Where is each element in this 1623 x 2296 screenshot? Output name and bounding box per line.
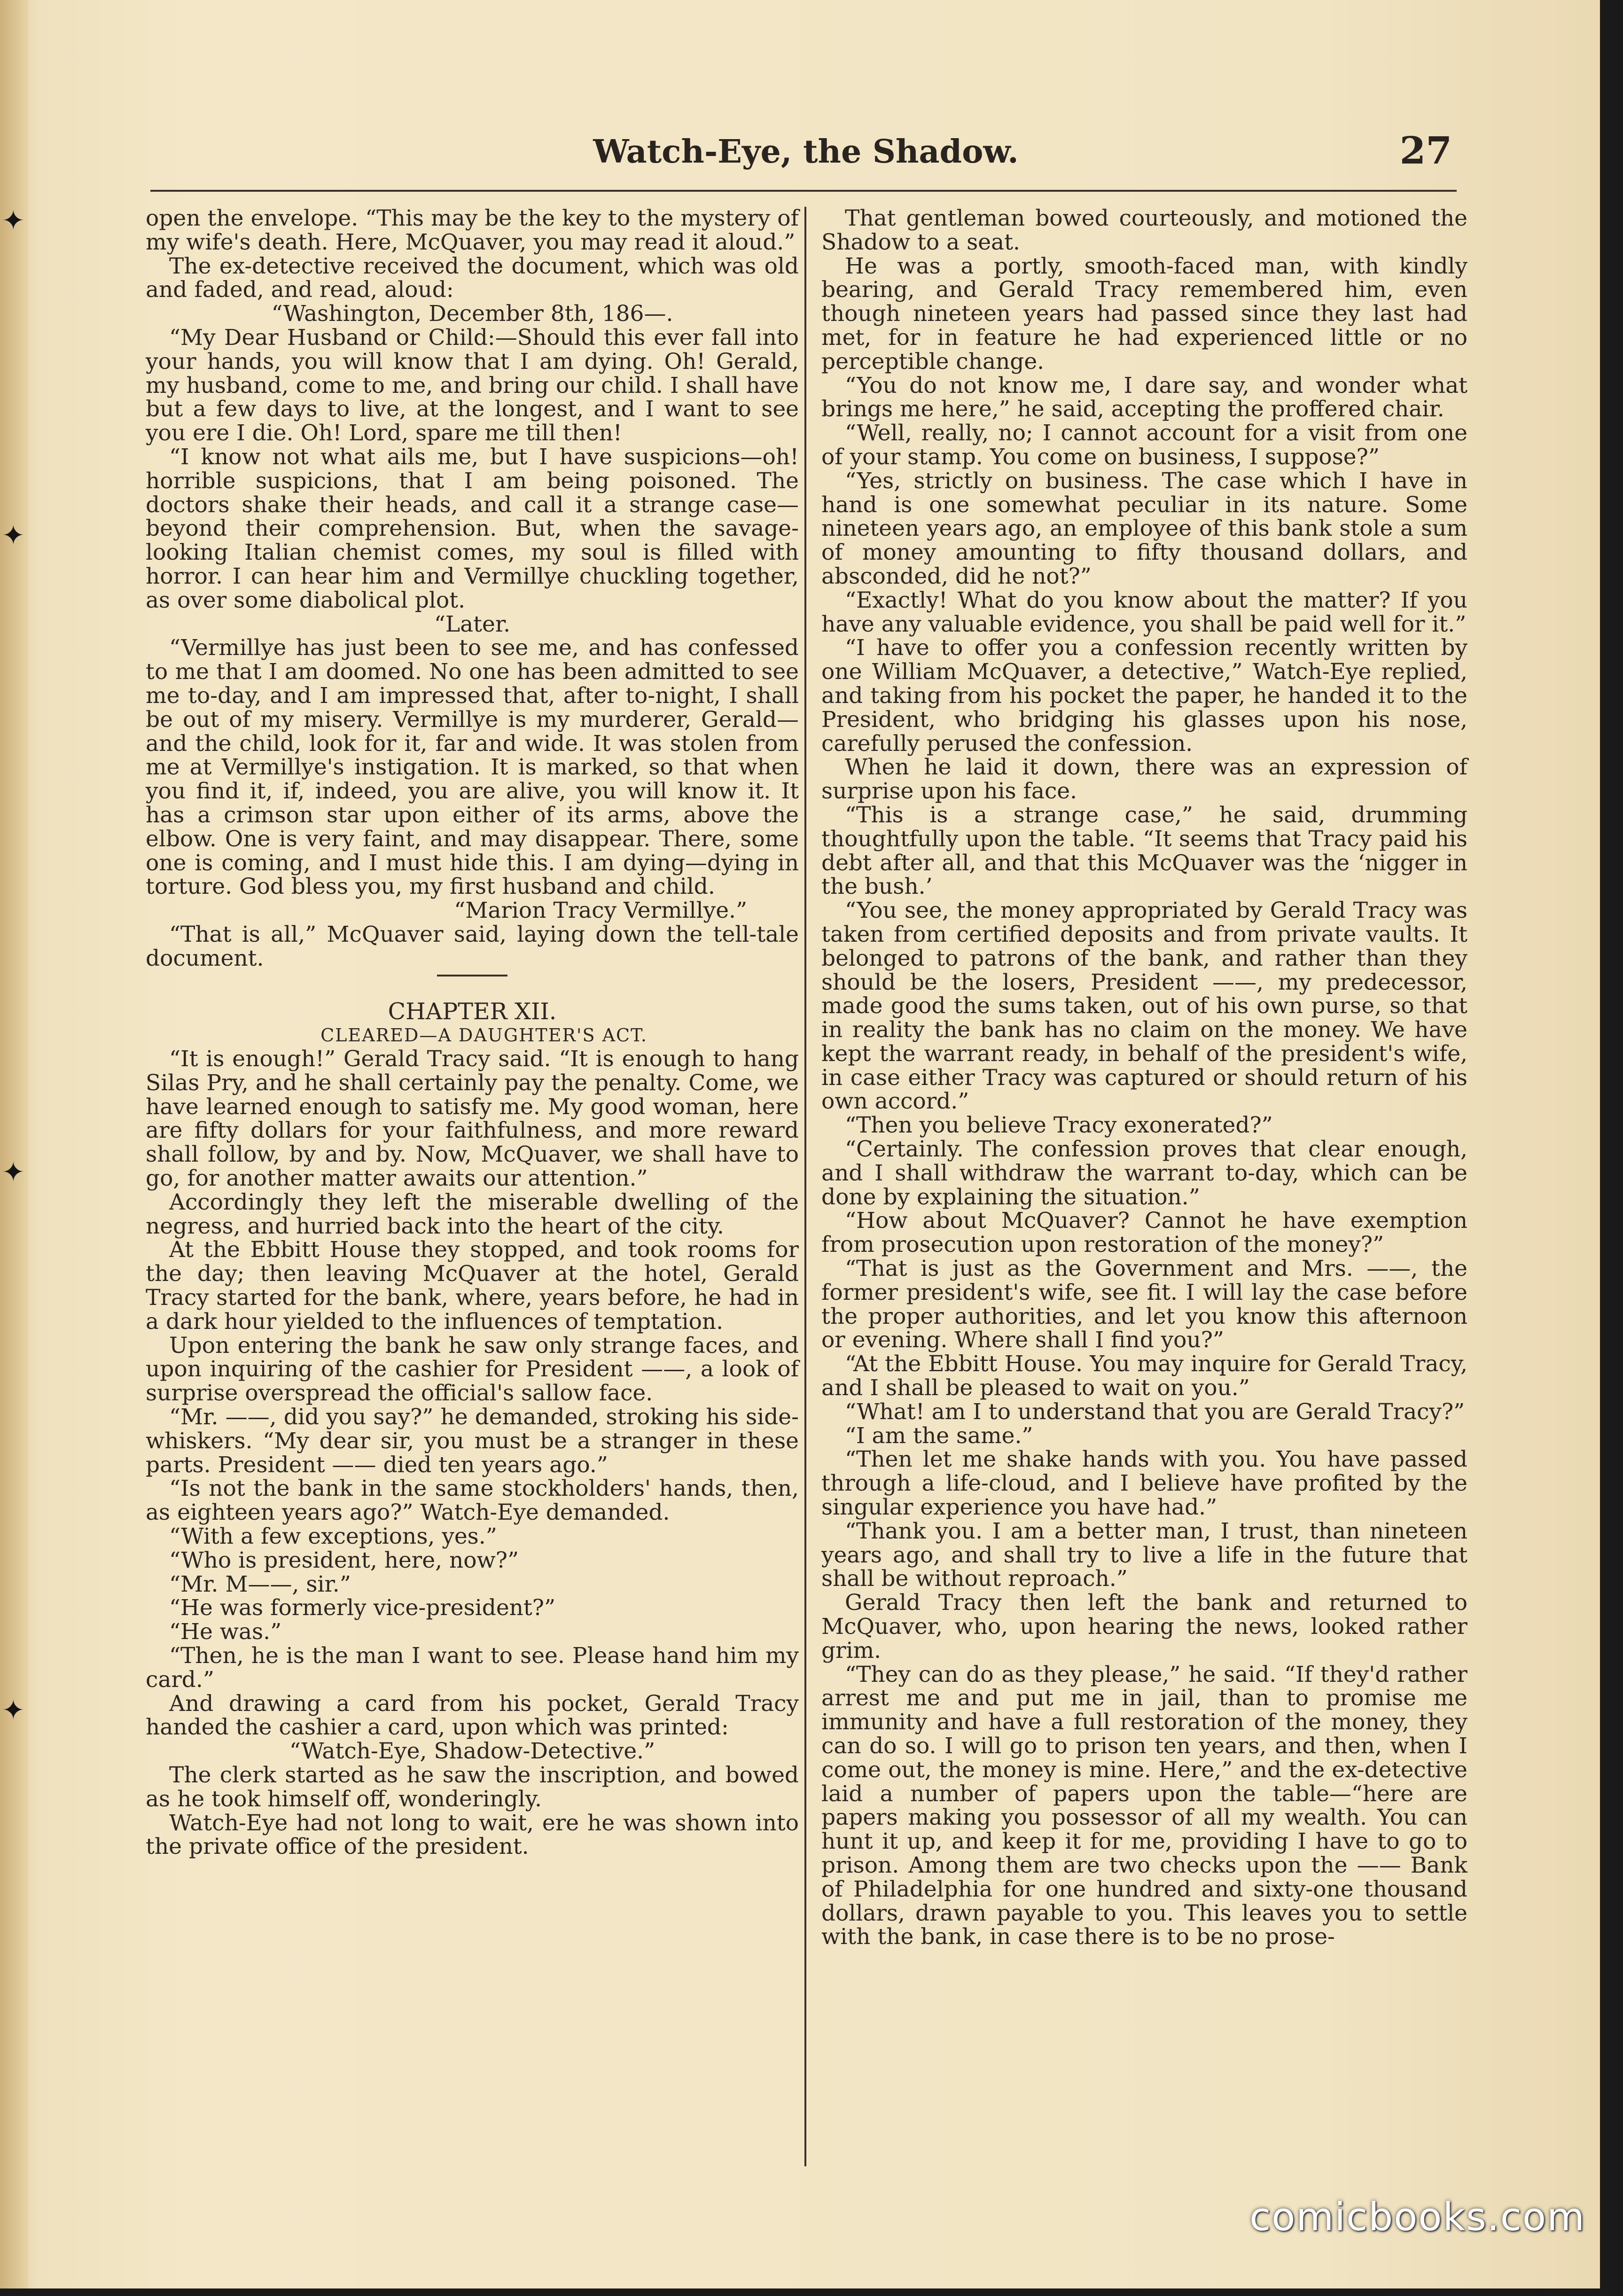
section-rule xyxy=(437,975,507,976)
paragraph: “That is just as the Government and Mrs. ——, the former president's wife, see fit. I will lay the case before the proper authorities, and let you know this afternoon or evening. Where shall I find you?” xyxy=(821,1256,1467,1353)
paragraph: “With a few exceptions, yes.” xyxy=(169,1523,497,1550)
paragraph: That gentleman bowed courteously, and motioned the Shadow to a seat. xyxy=(821,205,1467,255)
paragraph: “Thank you. I am a better man, I trust, than nineteen years ago, and shall try to live a life in the future that shall be without reproach.” xyxy=(821,1518,1467,1592)
paragraph: Upon entering the bank he saw only strange faces, and upon inquiring of the cashier for President ——, a look of surprise overspread the official's sallow face. xyxy=(146,1332,799,1406)
paragraph: “It is enough!” Gerald Tracy said. “It is enough to hang Silas Pry, and he shall certainly pay the penalty. Come, we have learned enough to satisfy me. My good woman, here are fifty dollars for your faithfulness, and more reward shall follow, by and by. Now, McQuaver, we shall have to go, for another matter awaits our attention.” xyxy=(146,1046,799,1192)
binding-hole-icon: ✦ xyxy=(2,1156,25,1188)
paragraph: “They can do as they please,” he said. “If they'd rather arrest me and put me in jail, than to promise me immunity and have a full restoration of the money, they can do so. I will go to prison ten years, and then, when I come out, the money is mine. Here,” and the ex-detective laid a number of papers upon the table—“here are papers making you possessor of all my wealth. You can hunt it up, and keep it for me, providing I have to go to prison. Among them are two checks upon the —— Bank of Philadelphia for one hundred and sixty-one thousand dollars, drawn payable to you. This leaves you to settle with the bank, in case there is to be no prose- xyxy=(821,1661,1467,1950)
paragraph: “You see, the money appropriated by Gerald Tracy was taken from certified deposits and from private vaults. It belonged to patrons of the bank, and rather than they should be the losers, President ——, my predecessor, made good the sums taken, out of his own purse, so that in reality the bank has no claim on the money. We have kept the warrant ready, in behalf of the president's wife, in case either Tracy was captured or should return of his own accord.” xyxy=(821,898,1467,1115)
paragraph: “Yes, strictly on business. The case which I have in hand is one somewhat peculiar in its nature. Some nineteen years ago, an employee of this bank stole a sum of money amounting to fifty thousand dollars, and absconded, did he not?” xyxy=(821,468,1467,589)
running-title: Watch-Eye, the Shadow. xyxy=(593,133,1019,171)
watermark: comicbooks.com xyxy=(1249,2195,1585,2240)
paragraph: The clerk started as he saw the inscription, and bowed as he took himself off, wonderingly. xyxy=(146,1762,799,1812)
paragraph: Gerald Tracy then left the bank and returned to McQuaver, who, upon hearing the news, looked rather grim. xyxy=(821,1590,1467,1663)
letter-signature: “Marion Tracy Vermillye.” xyxy=(454,898,747,924)
binding-hole-icon: ✦ xyxy=(2,519,25,551)
column-divider xyxy=(804,207,806,2166)
paragraph: Watch-Eye had not long to wait, ere he was shown into the private office of the president. xyxy=(146,1810,799,1860)
page-header xyxy=(141,120,1471,176)
paragraph: open the envelope. “This may be the key to the mystery of my wife's death. Here, McQuaver, you may read it aloud.” xyxy=(146,205,799,255)
paragraph: “That is all,” McQuaver said, laying down the tell-tale document. xyxy=(146,921,799,971)
centered-line: “Washington, December 8th, 186—. xyxy=(271,301,673,327)
centered-line: “Later. xyxy=(434,611,511,637)
binding-hole-icon: ✦ xyxy=(2,1694,25,1726)
paragraph: “At the Ebbitt House. You may inquire for Gerald Tracy, and I shall be pleased to wait on you.” xyxy=(821,1351,1467,1401)
paragraph: He was a portly, smooth-faced man, with kindly bearing, and Gerald Tracy remembered him, even though nineteen years had passed since they last had met, for in feature he had experienced little or no perceptible change. xyxy=(821,253,1467,375)
paragraph: “How about McQuaver? Cannot he have exemption from prosecution upon restoration of the money?” xyxy=(821,1208,1467,1258)
page-binding xyxy=(0,0,28,2288)
paragraph: “What! am I to understand that you are Gerald Tracy?” xyxy=(845,1398,1465,1425)
header-rule xyxy=(150,190,1457,192)
paragraph: “You do not know me, I dare say, and wonder what brings me here,” he said, accepting the proffered chair. xyxy=(821,372,1467,422)
paragraph: “Certainly. The confession proves that clear enough, and I shall withdraw the warrant to-day, which can be done by explaining the situation.” xyxy=(821,1136,1467,1210)
chapter-subheading: CLEARED—A DAUGHTER'S ACT. xyxy=(320,1025,648,1046)
page-number: 27 xyxy=(1399,128,1452,172)
chapter-heading: CHAPTER XII. xyxy=(388,998,557,1025)
paragraph: “This is a strange case,” he said, drumming thoughtfully upon the table. “It seems that Tracy paid his debt after all, and that this McQuaver was the ‘nigger in the bush.’ xyxy=(821,802,1467,900)
paragraph: “He was.” xyxy=(169,1619,282,1645)
paragraph: “Then let me shake hands with you. You have passed through a life-cloud, and I believe have profited by the singular experience you have had.” xyxy=(821,1446,1467,1521)
paragraph: “Exactly! What do you know about the matter? If you have any valuable evidence, you shall be paid well for it.” xyxy=(821,587,1467,637)
right-column xyxy=(821,207,1467,1949)
paragraph: “Mr. ——, did you say?” he demanded, stroking his side-whiskers. “My dear sir, you must be a stranger in these parts. President —— died ten years ago.” xyxy=(146,1404,799,1478)
paragraph: “Well, really, no; I cannot account for a visit from one of your stamp. You come on business, I suppose?” xyxy=(821,420,1467,470)
paragraph: “I have to offer you a confession recently written by one William McQuaver, a detective,” Watch-Eye replied, and taking from his pocket the paper, he handed it to the President, who bridging his glasses upon his nose, carefully perused the confession. xyxy=(821,635,1467,757)
paragraph: “I am the same.” xyxy=(845,1422,1033,1449)
paragraph: When he laid it down, there was an expression of surprise upon his face. xyxy=(821,754,1467,804)
paragraph: And drawing a card from his pocket, Gerald Tracy handed the cashier a card, upon which was printed: xyxy=(146,1690,799,1741)
centered-line: “Watch-Eye, Shadow-Detective.” xyxy=(289,1738,655,1765)
paragraph: “My Dear Husband or Child:—Should this ever fall into your hands, you will know that I am dying. Oh! Gerald, my husband, come to me, and bring our child. I shall have but a few days to live, at the longest, and I want to see you ere I die. Oh! Lord, spare me till then! xyxy=(146,324,799,446)
paragraph: “Who is president, here, now?” xyxy=(169,1547,519,1573)
paragraph: At the Ebbitt House they stopped, and took rooms for the day; then leaving McQuaver at the hotel, Gerald Tracy started for the bank, where, years before, he had in a dark hour yielded to the influences of temptation. xyxy=(146,1237,799,1335)
left-column xyxy=(146,207,799,1859)
paragraph: The ex-detective received the document, which was old and faded, and read, aloud: xyxy=(146,253,799,303)
paragraph: “I know not what ails me, but I have suspicions—oh! horrible suspicions, that I am being poisoned. The doctors shake their heads, and call it a strange case—beyond their comprehension. But, when the savage-looking Italian chemist comes, my soul is filled with horror. I can hear him and Vermillye chuckling together, as over some diabolical plot. xyxy=(146,444,799,613)
paragraph: “Mr. M——, sir.” xyxy=(169,1571,351,1597)
paragraph: “He was formerly vice-president?” xyxy=(169,1595,556,1621)
binding-hole-icon: ✦ xyxy=(2,204,25,236)
paragraph: Accordingly they left the miserable dwelling of the negress, and hurried back into the heart of the city. xyxy=(146,1189,799,1239)
paragraph: “Is not the bank in the same stockholders' hands, then, as eighteen years ago?” Watch-Eye demanded. xyxy=(146,1476,799,1526)
paragraph: “Then you believe Tracy exonerated?” xyxy=(845,1112,1273,1139)
paragraph: “Vermillye has just been to see me, and has confessed to me that I am doomed. No one has been admitted to see me to-day, and I am impressed that, after to-night, I shall be out of my misery. Vermillye is my murderer, Gerald—and the child, look for it, far and wide. It was stolen from me at Vermillye's instigation. It is marked, so that when you find it, if, indeed, you are alive, you will know it. It has a crimson star upon either of its arms, above the elbow. One is very faint, and may disappear. There, some one is coming, and I must hide this. I am dying—dying in torture. God bless you, my first husband and child. xyxy=(146,635,799,900)
paragraph: “Then, he is the man I want to see. Please hand him my card.” xyxy=(146,1643,799,1693)
